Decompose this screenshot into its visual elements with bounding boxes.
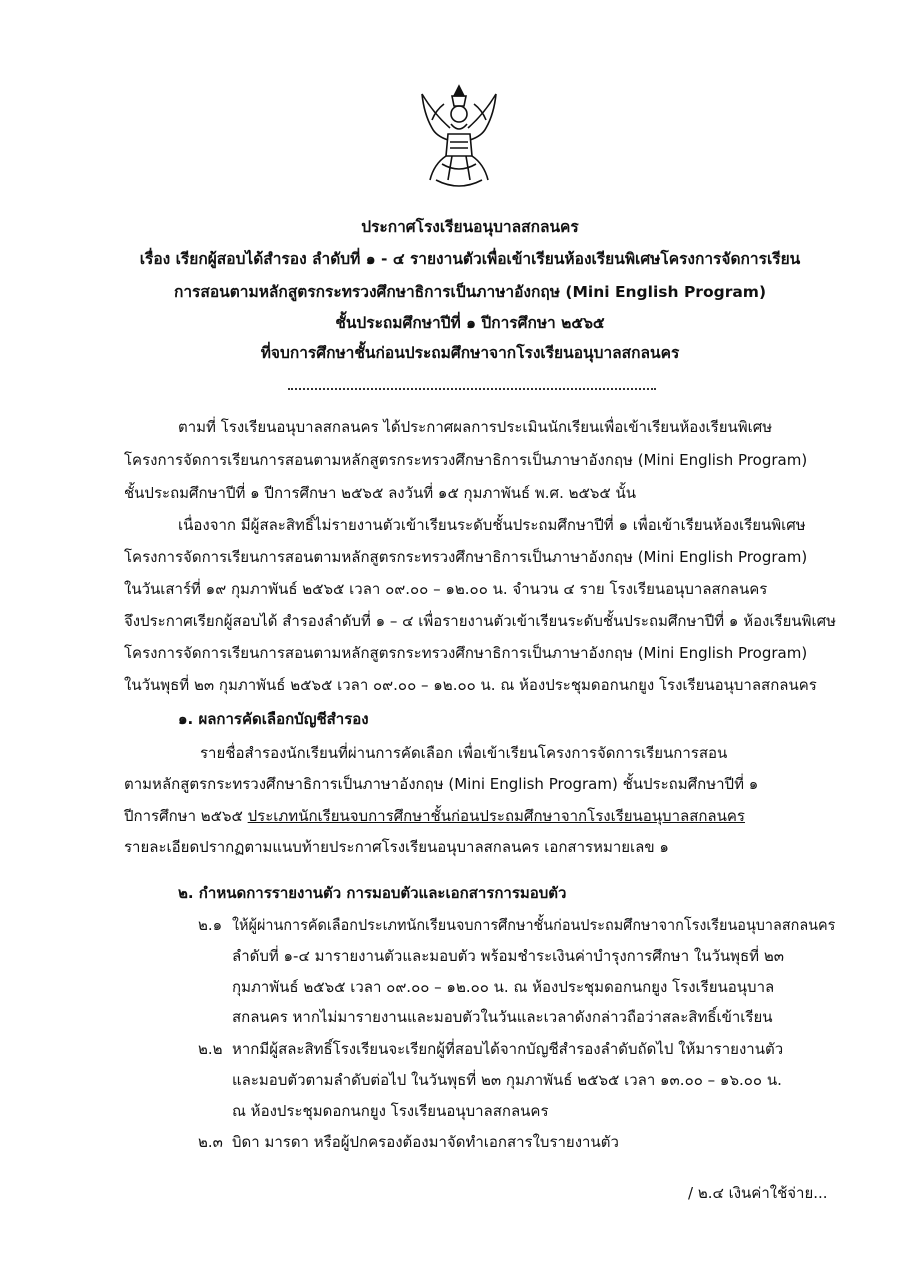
paragraph1-line: โครงการจัดการเรียนการสอนตามหลักสูตรกระทรวงศึกษาธิการเป็นภาษาอังกฤษ (Mini English Program) — [124, 451, 808, 469]
item-2-1-number: ๒.๑ — [198, 916, 223, 934]
section1-heading: ๑. ผลการคัดเลือกบัญชีสำรอง — [178, 710, 369, 728]
paragraph2-line: โครงการจัดการเรียนการสอนตามหลักสูตรกระทรวงศึกษาธิการเป็นภาษาอังกฤษ (Mini English Program) — [124, 644, 808, 662]
item-2-2-line: ณ ห้องประชุมดอกนกยูง โรงเรียนอนุบาลสกลนคร — [232, 1102, 549, 1120]
section1-line3-prefix: ปีการศึกษา ๒๕๖๕ — [124, 807, 248, 825]
section1-line — [124, 809, 745, 824]
paragraph2-line: จึงประกาศเรียกผู้สอบได้ สำรองลำดับที่ ๑ – ๔ เพื่อรายงานตัวเข้าเรียนระดับชั้นประถมศึกษาปีที่ ๑ ห้องเรียนพิเศษ — [124, 612, 836, 630]
paragraph2-line: ในวันพุธที่ ๒๓ กุมภาพันธ์ ๒๕๖๕ เวลา ๐๙.๐๐ – ๑๒.๐๐ น. ณ ห้องประชุมดอกนกยูง โรงเรียนอนุบาลสกลนคร — [124, 676, 817, 694]
item-2-3-number: ๒.๓ — [198, 1133, 223, 1151]
paragraph2-line: โครงการจัดการเรียนการสอนตามหลักสูตรกระทรวงศึกษาธิการเป็นภาษาอังกฤษ (Mini English Program) — [124, 548, 808, 566]
paragraph1-line: ตามที่ โรงเรียนอนุบาลสกลนคร ได้ประกาศผลการประเมินนักเรียนเพื่อเข้าเรียนห้องเรียนพิเศษ — [178, 418, 773, 436]
section1-line: รายชื่อสำรองนักเรียนที่ผ่านการคัดเลือก เพื่อเข้าเรียนโครงการจัดการเรียนการสอน — [200, 744, 728, 762]
paragraph2-line: เนื่องจาก มีผู้สละสิทธิ์ไม่รายงานตัวเข้าเรียนระดับชั้นประถมศึกษาปีที่ ๑ เพื่อเข้าเรียนห้องเรียนพิเศษ — [178, 516, 806, 534]
section1-line: รายละเอียดปรากฏตามแนบท้ายประกาศโรงเรียนอนุบาลสกลนคร เอกสารหมายเลข ๑ — [124, 838, 669, 856]
paragraph1-line: ชั้นประถมศึกษาปีที่ ๑ ปีการศึกษา ๒๕๖๕ ลงวันที่ ๑๕ กุมภาพันธ์ พ.ศ. ๒๕๖๕ นั้น — [124, 484, 637, 502]
dotted-separator — [288, 388, 656, 390]
section1-underlined-category: ประเภทนักเรียนจบการศึกษาชั้นก่อนประถมศึกษาจากโรงเรียนอนุบาลสกลนคร — [247, 807, 745, 825]
garuda-emblem-icon — [414, 84, 504, 194]
continuation-marker: / ๒.๔ เงินค่าใช้จ่าย... — [688, 1184, 828, 1202]
item-2-1-line: ให้ผู้ผ่านการคัดเลือกประเภทนักเรียนจบการศึกษาชั้นก่อนประถมศึกษาจากโรงเรียนอนุบาลสกลนคร — [232, 916, 836, 934]
item-2-2-number: ๒.๒ — [198, 1040, 223, 1058]
item-2-2-line: หากมีผู้สละสิทธิ์โรงเรียนจะเรียกผู้ที่สอบได้จากบัญชีสำรองลำดับถัดไป ให้มารายงานตัว — [232, 1040, 784, 1058]
section1-line: ตามหลักสูตรกระทรวงศึกษาธิการเป็นภาษาอังกฤษ (Mini English Program) ชั้นประถมศึกษาปีที่ ๑ — [124, 775, 759, 793]
item-2-1-line: กุมภาพันธ์ ๒๕๖๕ เวลา ๐๙.๐๐ – ๑๒.๐๐ น. ณ ห้องประชุมดอกนกยูง โรงเรียนอนุบาล — [232, 978, 775, 996]
item-2-1-line: ลำดับที่ ๑-๔ มารายงานตัวและมอบตัว พร้อมชำระเงินค่าบำรุงการศึกษา ในวันพุธที่ ๒๓ — [232, 947, 784, 965]
item-2-3-line: บิดา มารดา หรือผู้ปกครองต้องมาจัดทำเอกสารใบรายงานตัว — [232, 1133, 619, 1151]
paragraph2-line: ในวันเสาร์ที่ ๑๙ กุมภาพันธ์ ๒๕๖๕ เวลา ๐๙.๐๐ – ๑๒.๐๐ น. จำนวน ๔ ราย โรงเรียนอนุบาลสกลนคร — [124, 580, 768, 598]
item-2-2-line: และมอบตัวตามลำดับต่อไป ในวันพุธที่ ๒๓ กุมภาพันธ์ ๒๕๖๕ เวลา ๑๓.๐๐ – ๑๖.๐๐ น. — [232, 1071, 782, 1089]
item-2-1-line: สกลนคร หากไม่มารายงานและมอบตัวในวันและเวลาดังกล่าวถือว่าสละสิทธิ์เข้าเรียน — [232, 1008, 773, 1026]
section2-heading: ๒. กำหนดการรายงานตัว การมอบตัวและเอกสารการมอบตัว — [178, 884, 567, 902]
subject-line-4: ที่จบการศึกษาชั้นก่อนประถมศึกษาจากโรงเรียนอนุบาลสกลนคร — [260, 344, 680, 362]
subject-line-3: ชั้นประถมศึกษาปีที่ ๑ ปีการศึกษา ๒๕๖๕ — [335, 314, 605, 332]
subject-line-1: เรื่อง เรียกผู้สอบได้สำรอง ลำดับที่ ๑ - ๔ รายงานตัวเพื่อเข้าเรียนห้องเรียนพิเศษโครงการจัดการเรียน — [139, 250, 801, 268]
announcement-title: ประกาศโรงเรียนอนุบาลสกลนคร — [361, 218, 579, 236]
subject-line-2: การสอนตามหลักสูตรกระทรวงศึกษาธิการเป็นภาษาอังกฤษ (Mini English Program) — [173, 283, 767, 301]
